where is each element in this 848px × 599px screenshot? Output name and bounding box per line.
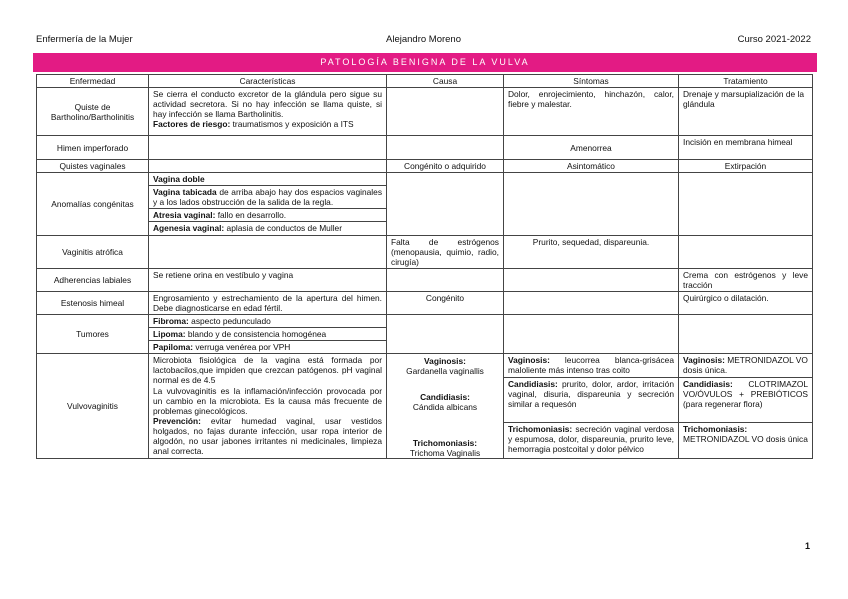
disease-name: Quiste de Bartholino/Bartholinitis bbox=[37, 88, 149, 136]
disease-name: Tumores bbox=[37, 315, 149, 354]
table-row bbox=[37, 173, 813, 235]
table-row bbox=[37, 354, 813, 459]
treatment-text: METRONIDAZOL VO dosis única. bbox=[683, 355, 808, 376]
symptom-item bbox=[504, 378, 678, 423]
anomaly-item bbox=[149, 209, 386, 222]
prevention-label: Prevención: bbox=[153, 415, 201, 426]
page-number: 1 bbox=[805, 541, 811, 551]
symptom-text: leucorrea blanca-grisácea maloliente más intenso tras coito bbox=[508, 355, 674, 376]
treatment-item bbox=[679, 378, 812, 423]
header-course: Curso 2021-2022 bbox=[737, 34, 811, 45]
characteristics-cell bbox=[149, 315, 387, 354]
tumor-item bbox=[149, 315, 386, 328]
treatment-item bbox=[679, 423, 812, 445]
anomaly-text: de arriba abajo hay dos espacios vaginales y a los lados obstrucción de la salida de la regla. bbox=[153, 187, 383, 208]
disease-name: Vulvovaginitis bbox=[37, 354, 149, 459]
cause-cell bbox=[387, 136, 504, 160]
anomaly-item bbox=[149, 186, 386, 209]
anomaly-label: Vagina tabicada bbox=[153, 187, 217, 198]
characteristics-cell bbox=[149, 88, 387, 136]
cause-label: Vaginosis: bbox=[424, 356, 466, 367]
disease-name: Quistes vaginales bbox=[37, 160, 149, 173]
cause-text: Gardanella vaginallis bbox=[406, 366, 484, 377]
cause-cell: Congénito o adquirido bbox=[387, 160, 504, 173]
symptoms-cell bbox=[504, 315, 679, 354]
definition-text: La vulvovaginitis es la inflamación/infección provocada por un cambio en la microbiota. Es la causa más frecuente de problemas ginecológicos. bbox=[153, 385, 382, 416]
cause-label: Trichomoniasis: bbox=[412, 438, 478, 449]
symptom-label: Candidiasis: bbox=[508, 379, 558, 390]
disease-name: Estenosis himeal bbox=[37, 291, 149, 314]
cause-text: Trichoma Vaginalis bbox=[409, 448, 481, 459]
anomaly-item bbox=[149, 222, 386, 234]
anomaly-text: aplasia de conductos de Muller bbox=[224, 223, 343, 234]
anomaly-label: Atresia vaginal: bbox=[153, 210, 216, 221]
symptoms-cell: Amenorrea bbox=[504, 136, 679, 160]
section-title-banner: PATOLOGÍA BENIGNA DE LA VULVA bbox=[33, 53, 817, 72]
table-row bbox=[37, 160, 813, 173]
table-row bbox=[37, 88, 813, 136]
risk-factors-label: Factores de riesgo: bbox=[153, 119, 231, 130]
tumor-text: blando y de consistencia homogénea bbox=[185, 329, 327, 340]
cause-cell: Falta de estrógenos (menopausia, quimio, radio, cirugía) bbox=[387, 235, 504, 268]
pathology-table bbox=[36, 74, 813, 459]
cause-item bbox=[387, 354, 503, 390]
characteristics-cell bbox=[149, 160, 387, 173]
symptoms-cell bbox=[504, 173, 679, 235]
cause-item bbox=[387, 390, 503, 426]
treatment-label: Candidiasis: bbox=[683, 379, 733, 390]
symptom-label: Trichomoniasis: bbox=[508, 424, 573, 435]
table-row bbox=[37, 291, 813, 314]
header-author: Alejandro Moreno bbox=[386, 34, 461, 45]
characteristics-text: Se cierra el conducto excretor de la glándula pero sigue su actividad secretora. Si no hay infección se llama quiste, si hay infección se llama Bartholinitis. bbox=[153, 89, 382, 120]
tumor-text: verruga venérea por VPH bbox=[193, 342, 291, 353]
treatment-text: CLOTRIMAZOL VO/ÓVULOS + PREBIÓTICOS (para regenerar flora) bbox=[683, 379, 808, 410]
symptoms-cell: Asintomático bbox=[504, 160, 679, 173]
disease-name: Vaginitis atrófica bbox=[37, 235, 149, 268]
symptoms-cell bbox=[504, 268, 679, 291]
anomaly-text: fallo en desarrollo. bbox=[215, 210, 287, 221]
table-header-row bbox=[37, 75, 813, 88]
characteristics-cell: Se retiene orina en vestíbulo y vagina bbox=[149, 268, 387, 291]
tumor-text: aspecto pedunculado bbox=[188, 316, 271, 327]
symptom-text: prurito, dolor, ardor, irritación vaginal, disuria, dispareunia y secreción similar a requesón bbox=[508, 379, 674, 410]
tumor-label: Papiloma: bbox=[153, 342, 194, 353]
disease-name: Anomalías congénitas bbox=[37, 173, 149, 235]
characteristics-cell: Engrosamiento y estrechamiento de la apertura del himen. Debe diagnosticarse en edad fértil. bbox=[149, 291, 387, 314]
anomaly-item bbox=[149, 173, 386, 186]
col-header-enfermedad: Enfermedad bbox=[37, 75, 149, 88]
tumor-item bbox=[149, 341, 386, 353]
cause-cell bbox=[387, 268, 504, 291]
symptom-text: secreción vaginal verdosa y espumosa, dolor, dispareunia, prurito leve, hemorragia postcoital y dolor pélvico bbox=[508, 424, 674, 455]
symptoms-cell: Dolor, enrojecimiento, hinchazón, calor, fiebre y malestar. bbox=[504, 88, 679, 136]
col-header-sintomas: Síntomas bbox=[504, 75, 679, 88]
tumor-label: Lipoma: bbox=[153, 329, 186, 340]
header-subject: Enfermería de la Mujer bbox=[36, 34, 133, 45]
tumor-item bbox=[149, 328, 386, 341]
prevention-text: evitar humedad vaginal, usar vestidos holgados, no fajas durante infección, usar ropa interior de algodón, no usar jabones irritantes ni medicinales, limpieza anal correcta. bbox=[153, 415, 382, 457]
microbiota-text: Microbiota fisiológica de la vagina está formada por lactobacilos,que impiden que crezcan patógenos. pH vaginal normal es de 4.5 bbox=[153, 355, 382, 386]
table-row bbox=[37, 235, 813, 268]
cause-cell bbox=[387, 354, 504, 459]
characteristics-cell bbox=[149, 136, 387, 160]
characteristics-cell bbox=[149, 235, 387, 268]
symptom-label: Vaginosis: bbox=[508, 355, 550, 366]
treatment-cell bbox=[679, 354, 813, 459]
tumor-label: Fibroma: bbox=[153, 316, 189, 327]
cause-cell bbox=[387, 88, 504, 136]
cause-cell bbox=[387, 173, 504, 235]
anomaly-label: Vagina doble bbox=[153, 174, 205, 185]
risk-factors-text: traumatismos y exposición a ITS bbox=[230, 119, 354, 130]
table-row bbox=[37, 268, 813, 291]
table-row bbox=[37, 136, 813, 160]
cause-cell bbox=[387, 315, 504, 354]
col-header-tratamiento: Tratamiento bbox=[679, 75, 813, 88]
cause-item bbox=[387, 426, 503, 458]
characteristics-cell bbox=[149, 354, 387, 459]
characteristics-cell bbox=[149, 173, 387, 235]
symptom-item bbox=[504, 423, 678, 455]
cause-cell: Congénito bbox=[387, 291, 504, 314]
symptom-item bbox=[504, 354, 678, 378]
treatment-cell: Drenaje y marsupialización de la glándula bbox=[679, 88, 813, 136]
col-header-causa: Causa bbox=[387, 75, 504, 88]
treatment-item bbox=[679, 354, 812, 378]
treatment-cell bbox=[679, 315, 813, 354]
treatment-cell bbox=[679, 173, 813, 235]
symptoms-cell bbox=[504, 354, 679, 459]
treatment-text: METRONIDAZOL VO dosis única bbox=[683, 434, 808, 445]
treatment-cell: Incisión en membrana himeal bbox=[679, 136, 813, 160]
disease-name: Adherencias labiales bbox=[37, 268, 149, 291]
treatment-cell: Quirúrgico o dilatación. bbox=[679, 291, 813, 314]
treatment-cell: Crema con estrógenos y leve tracción bbox=[679, 268, 813, 291]
symptoms-cell bbox=[504, 291, 679, 314]
symptoms-cell: Prurito, sequedad, dispareunia. bbox=[504, 235, 679, 268]
anomaly-label: Agenesia vaginal: bbox=[153, 223, 225, 234]
disease-name: Himen imperforado bbox=[37, 136, 149, 160]
table-row bbox=[37, 315, 813, 354]
cause-text: Cándida albicans bbox=[412, 402, 478, 413]
treatment-cell bbox=[679, 235, 813, 268]
treatment-label: Vaginosis: bbox=[683, 355, 725, 366]
treatment-cell: Extirpación bbox=[679, 160, 813, 173]
col-header-caracteristicas: Características bbox=[149, 75, 387, 88]
treatment-label: Trichomoniasis: bbox=[683, 424, 748, 435]
cause-label: Candidiasis: bbox=[420, 392, 470, 403]
